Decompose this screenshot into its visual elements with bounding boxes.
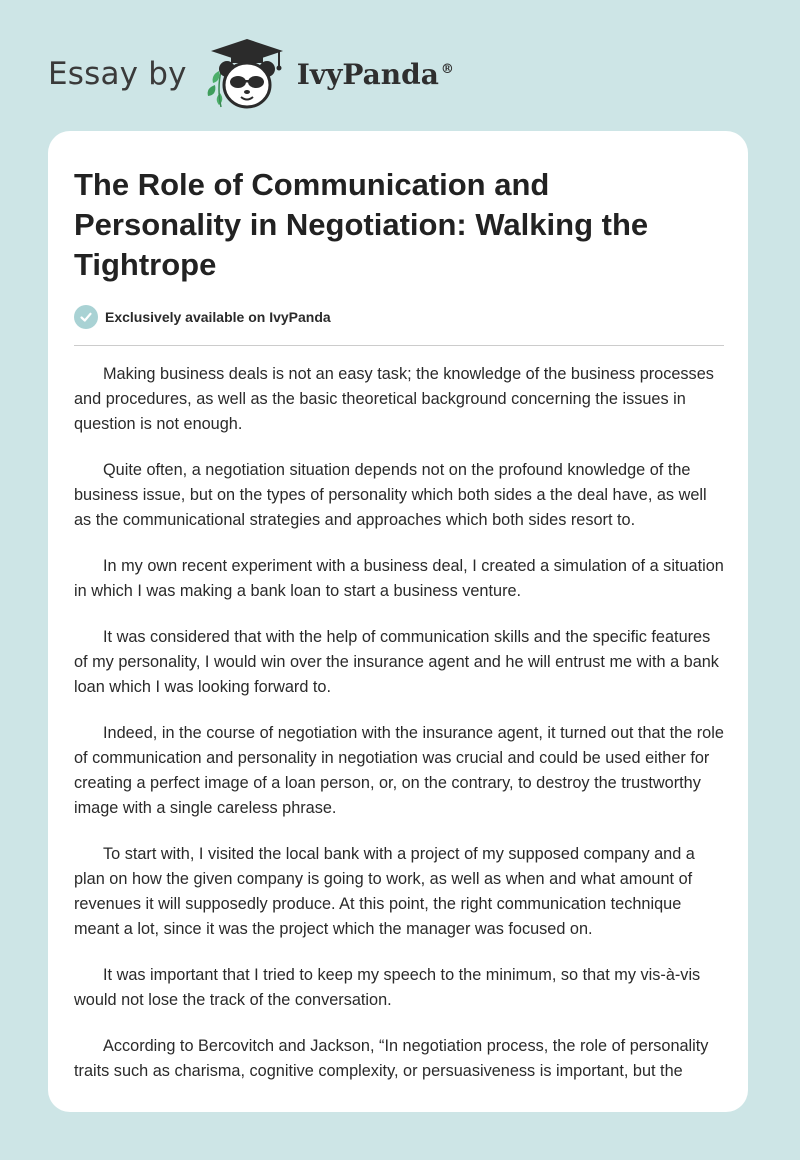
paragraph: It was considered that with the help of communication skills and the specific features of my personality, I would win over the insurance agent and he will entrust me with a bank loan which I was looking forward to. (74, 628, 719, 696)
paragraph: Indeed, in the course of negotiation with the insurance agent, it turned out that the role of communication and personality in negotiation was crucial and could be used either for creating a perfect image of a loan person, or, on the contrary, to destroy the trustworthy image with a single careless phrase. (74, 724, 724, 817)
essay-body (74, 362, 726, 1105)
paragraph: Quite often, a negotiation situation depends not on the profound knowledge of the business issue, but on the types of personality which both sides a the deal have, as well as the communicational strategies and approaches which both sides resort to. (74, 461, 707, 529)
paragraph: Making business deals is not an easy task; the knowledge of the business processes and procedures, as well as the basic theoretical background concerning the issues in question is not enough. (74, 365, 714, 433)
essay-by-label: Essay by (48, 56, 187, 92)
paragraph: According to Bercovitch and Jackson, “In negotiation process, the role of personality traits such as charisma, cognitive complexity, or persuasiveness is important, but the (74, 1037, 709, 1080)
essay-title: The Role of Communication and Personality in Negotiation: Walking the Tightrope (74, 167, 649, 282)
panda-graduate-logo-icon[interactable] (201, 35, 293, 113)
paragraph: To start with, I visited the local bank with a project of my supposed company and a plan on how the given company is going to work, as well as when and what amount of revenues it will supposedly produce. At this point, the right communication technique meant a lot, since it was the project which the manager was focused on. (74, 845, 695, 938)
exclusive-badge (74, 305, 331, 329)
exclusive-label: Exclusively available on IvyPanda (105, 309, 331, 325)
paragraph: In my own recent experiment with a business deal, I created a simulation of a situation in which I was making a bank loan to start a business venture. (74, 557, 724, 600)
divider (74, 345, 724, 346)
site-header (48, 34, 454, 114)
ivypanda-brand[interactable]: IvyPanda ® (296, 57, 454, 91)
paragraph: It was important that I tried to keep my speech to the minimum, so that my vis-à-vis would not lose the track of the conversation. (74, 966, 701, 1009)
essay-card (48, 131, 748, 1112)
check-circle-icon (74, 305, 98, 329)
